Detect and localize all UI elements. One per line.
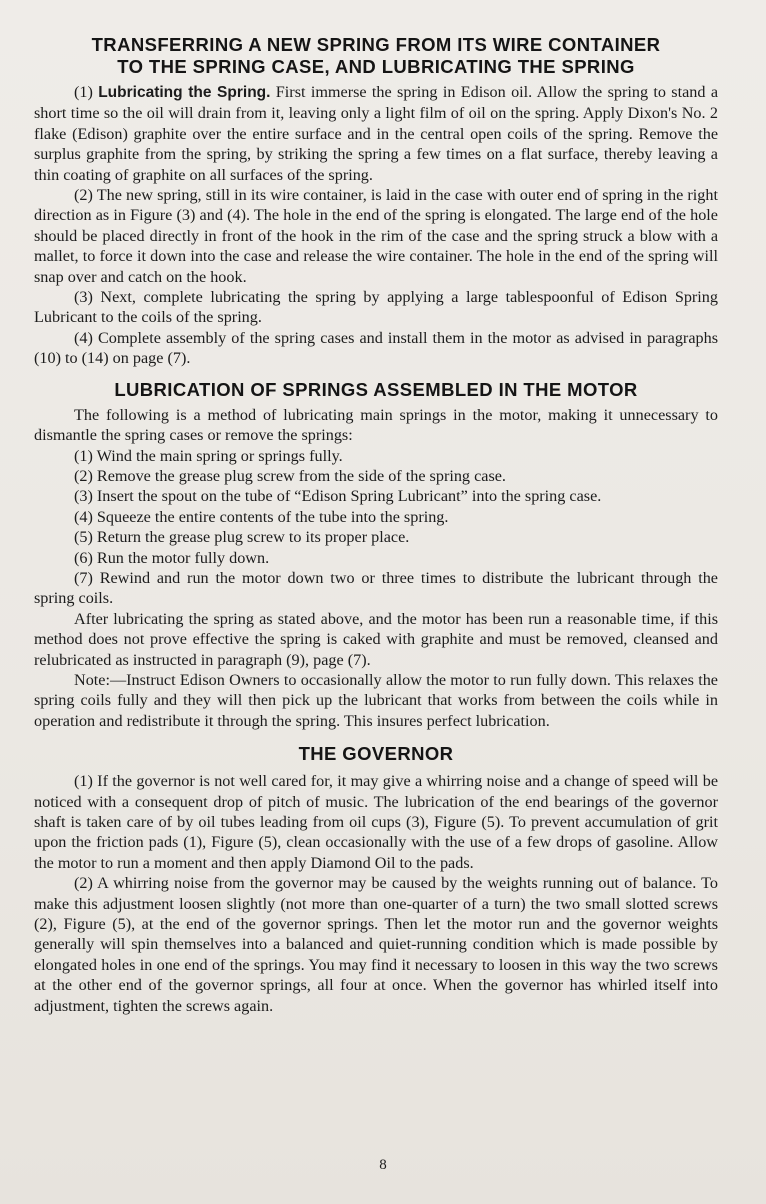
paragraph-complete-assembly: (4) Complete assembly of the spring cases and install them in the motor as advised in paragraphs (10) to (14) on page (7). [34,328,718,368]
paragraph-governor-care: (1) If the governor is not well cared for, it may give a whirring noise and a change of speed will be noticed with a consequent drop of pitch of music. The lubrication of the end bearings of the governor shaft is taken care of by oil tubes leading from oil cups (3), Figure (5). To prevent accumulation of grit upon the friction pads (1), Figure (5), clean occasionally with the use of a few drops of gasoline. Allow the motor to run a moment and then apply Diamond Oil to the pads. [34,772,718,872]
paragraph-new-spring: (2) The new spring, still in its wire container, is laid in the case with outer end of spring in the right direction as in Figure (3) and (4). The hole in the end of the spring is elongated. The large end of the hole should be placed directly in front of the hook in the rim of the case and the spring struck a blow with a mallet, to force it down into the case and release the wire container. The hole in the end of the spring will snap over and catch on the hook. [34,186,718,286]
paragraph-lubricating-spring [34,82,718,185]
paragraph-complete-lubricating: (3) Next, complete lubricating the spring by applying a large tablespoonful of Edison Spring Lubricant to the coils of the spring. [34,288,718,327]
heading-line-1: TRANSFERRING A NEW SPRING FROM ITS WIRE CONTAINER [91,34,661,55]
step-item: (7) Rewind and run the motor down two or three times to distribute the lubricant through the spring coils. [34,568,718,608]
run-in-title: Lubricating the Spring. [98,84,271,101]
paragraph-governor-balance: (2) A whirring noise from the governor may be caused by the weights running out of balance. To make this adjustment loosen slightly (not more than one-quarter of a turn) the two small slotted screws (2), Figure (5), at the end of the governor springs. Then let the motor run and the governor weights generally will spin themselves into a balanced and quiet-running condition which is made possible by elongated holes in one end of the springs. You may find it necessary to loosen in this way the two screws at the other end of the governor springs, all four at once. When the governor has whirled itself into adjustment, tighten the screws again. [34,874,718,1015]
heading-line-2: TO THE SPRING CASE, AND LUBRICATING THE SPRING [117,56,635,77]
paragraph-note: Note:—Instruct Edison Owners to occasionally allow the motor to run fully down. This relaxes the spring coils fully and they will then pick up the lubricant that works from between the coils while in operation and redistribute it through the spring. This insures perfect lubrication. [34,670,718,730]
step-item: (6) Run the motor fully down. [74,548,270,567]
section-heading-governor: THE GOVERNOR [298,743,454,765]
paragraph-method-intro: The following is a method of lubricating main springs in the motor, making it unnecessary to dismantle the spring cases or remove the springs: [34,405,718,445]
step-item: (1) Wind the main spring or springs fully. [74,446,343,465]
page-number: 8 [379,1157,387,1173]
section-heading-transferring-spring [34,34,718,78]
step-item: (3) Insert the spout on the tube of “Edison Spring Lubricant” into the spring case. [74,487,602,506]
step-item: (5) Return the grease plug screw to its proper place. [74,528,410,547]
paragraph-text: First immerse the spring in Edison oil. Allow the spring to stand a short time so the oil will drain from it, leaving only a light film of oil on the spring. Apply Dixon's No. 2 flake (Edison) graphite over the entire surface and in the central open coils of the spring. Remove the surplus graphite from the spring, by striking the spring a few times on a flat surface, thereby leaving a thin coating of graphite on all surfaces of the spring. [34,83,719,184]
step-item: (4) Squeeze the entire contents of the tube into the spring. [74,507,449,526]
step-item: (2) Remove the grease plug screw from the side of the spring case. [74,466,506,485]
section-heading-lubrication-assembled: LUBRICATION OF SPRINGS ASSEMBLED IN THE MOTOR [114,378,638,400]
paragraph-number: (1) [74,83,93,101]
paragraph-after-lubricating: After lubricating the spring as stated above, and the motor has been run a reasonable time, if this method does not prove effective the spring is caked with graphite and must be removed, cleansed and relubricated as instructed in paragraph (9), page (7). [34,609,718,669]
